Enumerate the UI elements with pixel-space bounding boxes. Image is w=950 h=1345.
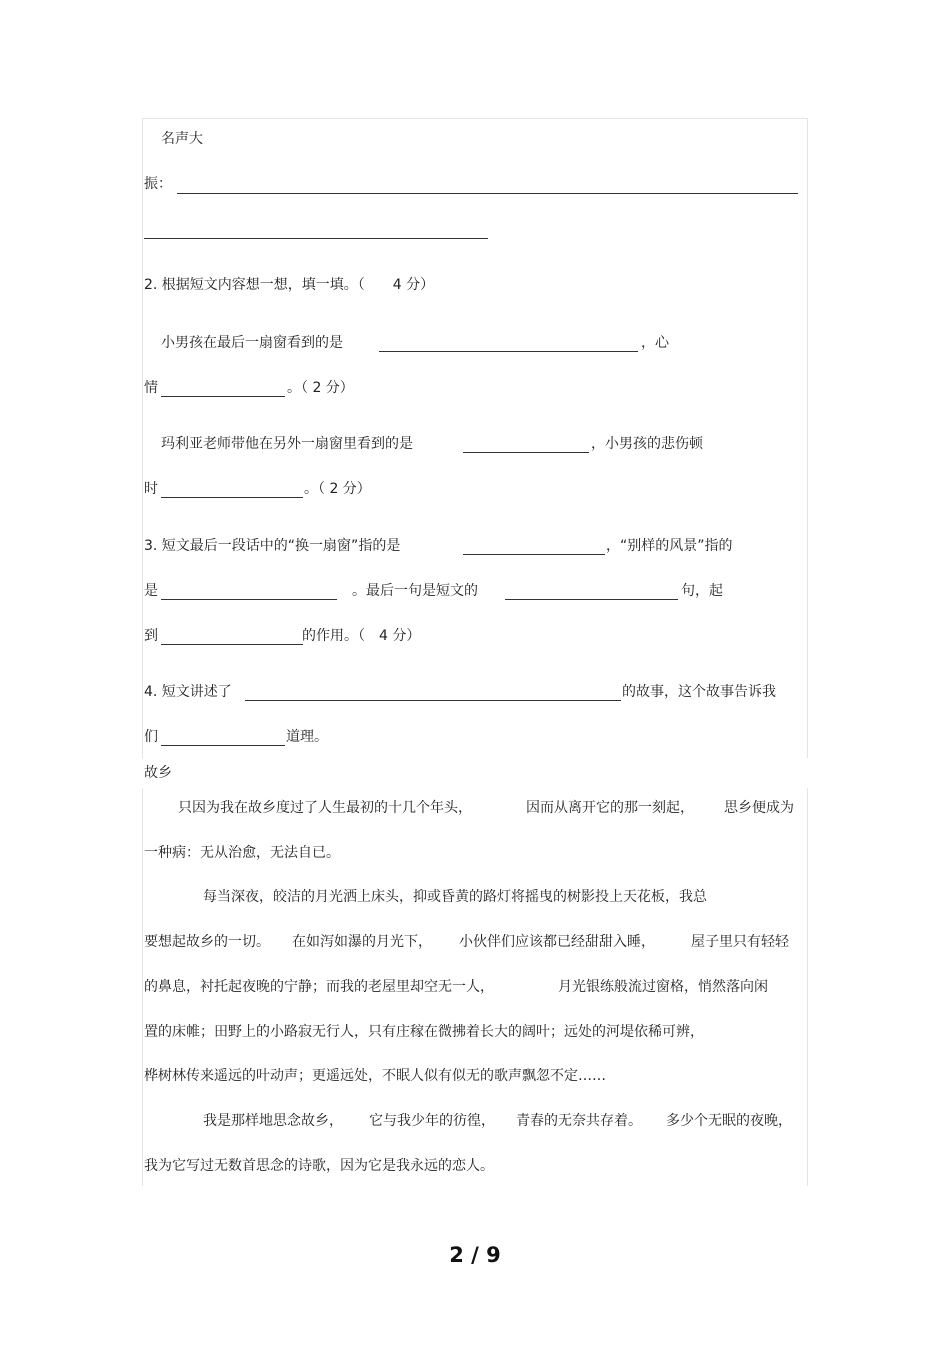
q2-line4-tail: 。（ 2 分） [304,481,371,497]
essay-p2-line4: 置的床帷；田野上的小路寂无行人，只有庄稼在微拂着长大的阔叶；远处的河堤依稀可辨， [144,1024,704,1040]
q2-blank-2[interactable] [161,396,285,397]
essay-p1-line1-c: 思乡便成为 [724,800,794,816]
q3-line1-tail: ，“别样的风景”指的 [606,538,733,554]
q2-blank-1[interactable] [379,351,638,352]
q3-blank-3[interactable] [505,599,678,600]
essay-p1-line2: 一种病：无从治愈，无法自已。 [144,845,340,861]
q3-line2-text: 是 [144,583,158,599]
frame-left-border [142,118,143,758]
essay-p2-line2-c: 小伙伴们应该都已经甜甜入睡， [459,934,655,950]
q4-line1-text: 4. 短文讲述了 [144,684,232,700]
essay-p2-line3-b: 月光银练般流过窗格，悄然落向闲 [558,979,768,995]
q3-line2-tail: 句，起 [681,583,723,599]
q1-answer-blank-1[interactable] [177,193,798,194]
essay-p2-line2-b: 在如泻如瀑的月光下， [292,934,432,950]
essay-title: 故乡 [144,765,172,781]
q1-answer-blank-2[interactable] [144,238,488,239]
q4-blank-1[interactable] [245,700,621,701]
q3-blank-2[interactable] [161,599,337,600]
essay-p1-line1-b: 因而从离开它的那一刻起， [526,800,694,816]
essay-p2-line2-a: 要想起故乡的一切。 [144,934,270,950]
essay-p2-line1: 每当深夜，皎洁的月光洒上床头，抑或昏黄的路灯将摇曳的树影投上天花板，我总 [203,889,707,905]
essay-p3-line1-a: 我是那样地思念故乡， [203,1113,343,1129]
essay-p2-line3-a: 的鼻息，衬托起夜晚的宁静；而我的老屋里却空无一人， [144,979,494,995]
q3-blank-1[interactable] [463,554,605,555]
essay-p3-line1-c: 青春的无奈共存着。 [516,1113,642,1129]
q2-line2-tail: 。（ 2 分） [287,380,354,396]
page-number: 2 / 9 [449,1243,501,1267]
essay-p2-line2-d: 屋子里只有轻轻 [691,934,789,950]
frame-top-border [142,118,808,119]
essay-p3-line1-b: 它与我少年的彷徨， [369,1113,495,1129]
q3-blank-4[interactable] [161,644,303,645]
q2-blank-4[interactable] [161,497,303,498]
q2-line1-text: 小男孩在最后一扇窗看到的是 [161,335,343,351]
q3-line1-text: 3. 短文最后一段话中的“换一扇窗”指的是 [144,538,401,554]
q2-line4-text: 时 [144,481,158,497]
essay-p1-line1-a: 只因为我在故乡度过了人生最初的十几个年头， [178,800,472,816]
essay-p3-line2: 我为它写过无数首思念的诗歌，因为它是我永远的恋人。 [144,1158,494,1174]
q4-line2-text: 们 [144,729,158,745]
q3-line3-tail: 的作用。（ 4 分） [302,628,421,644]
q2-line3-text: 玛利亚老师带他在另外一扇窗里看到的是 [161,436,413,452]
frame-left-border-lower [142,788,143,1186]
q4-line1-tail: 的故事，这个故事告诉我 [622,684,776,700]
q2-line1-tail: ，心 [641,335,669,351]
frame-right-border [807,118,808,758]
q2-line2-text: 情 [144,380,158,396]
q2-line3-tail: ，小男孩的悲伤顿 [591,436,703,452]
q1-term-part2: 振： [144,176,172,192]
q2-prompt: 2. 根据短文内容想一想，填一填。（ 4 分） [144,277,435,293]
q4-line2-tail: 道理。 [286,729,328,745]
essay-p3-line1-d: 多少个无眠的夜晚， [666,1113,792,1129]
q3-line2-middle: 。最后一句是短文的 [352,583,478,599]
q2-blank-3[interactable] [463,452,589,453]
q4-blank-2[interactable] [161,745,285,746]
q3-line3-text: 到 [144,628,158,644]
frame-right-border-lower [807,788,808,1186]
q1-term-part1: 名声大 [161,131,203,147]
essay-p2-line5: 桦树林传来遥远的叶动声；更遥远处，不眠人似有似无的歌声飘忽不定…… [144,1068,606,1084]
